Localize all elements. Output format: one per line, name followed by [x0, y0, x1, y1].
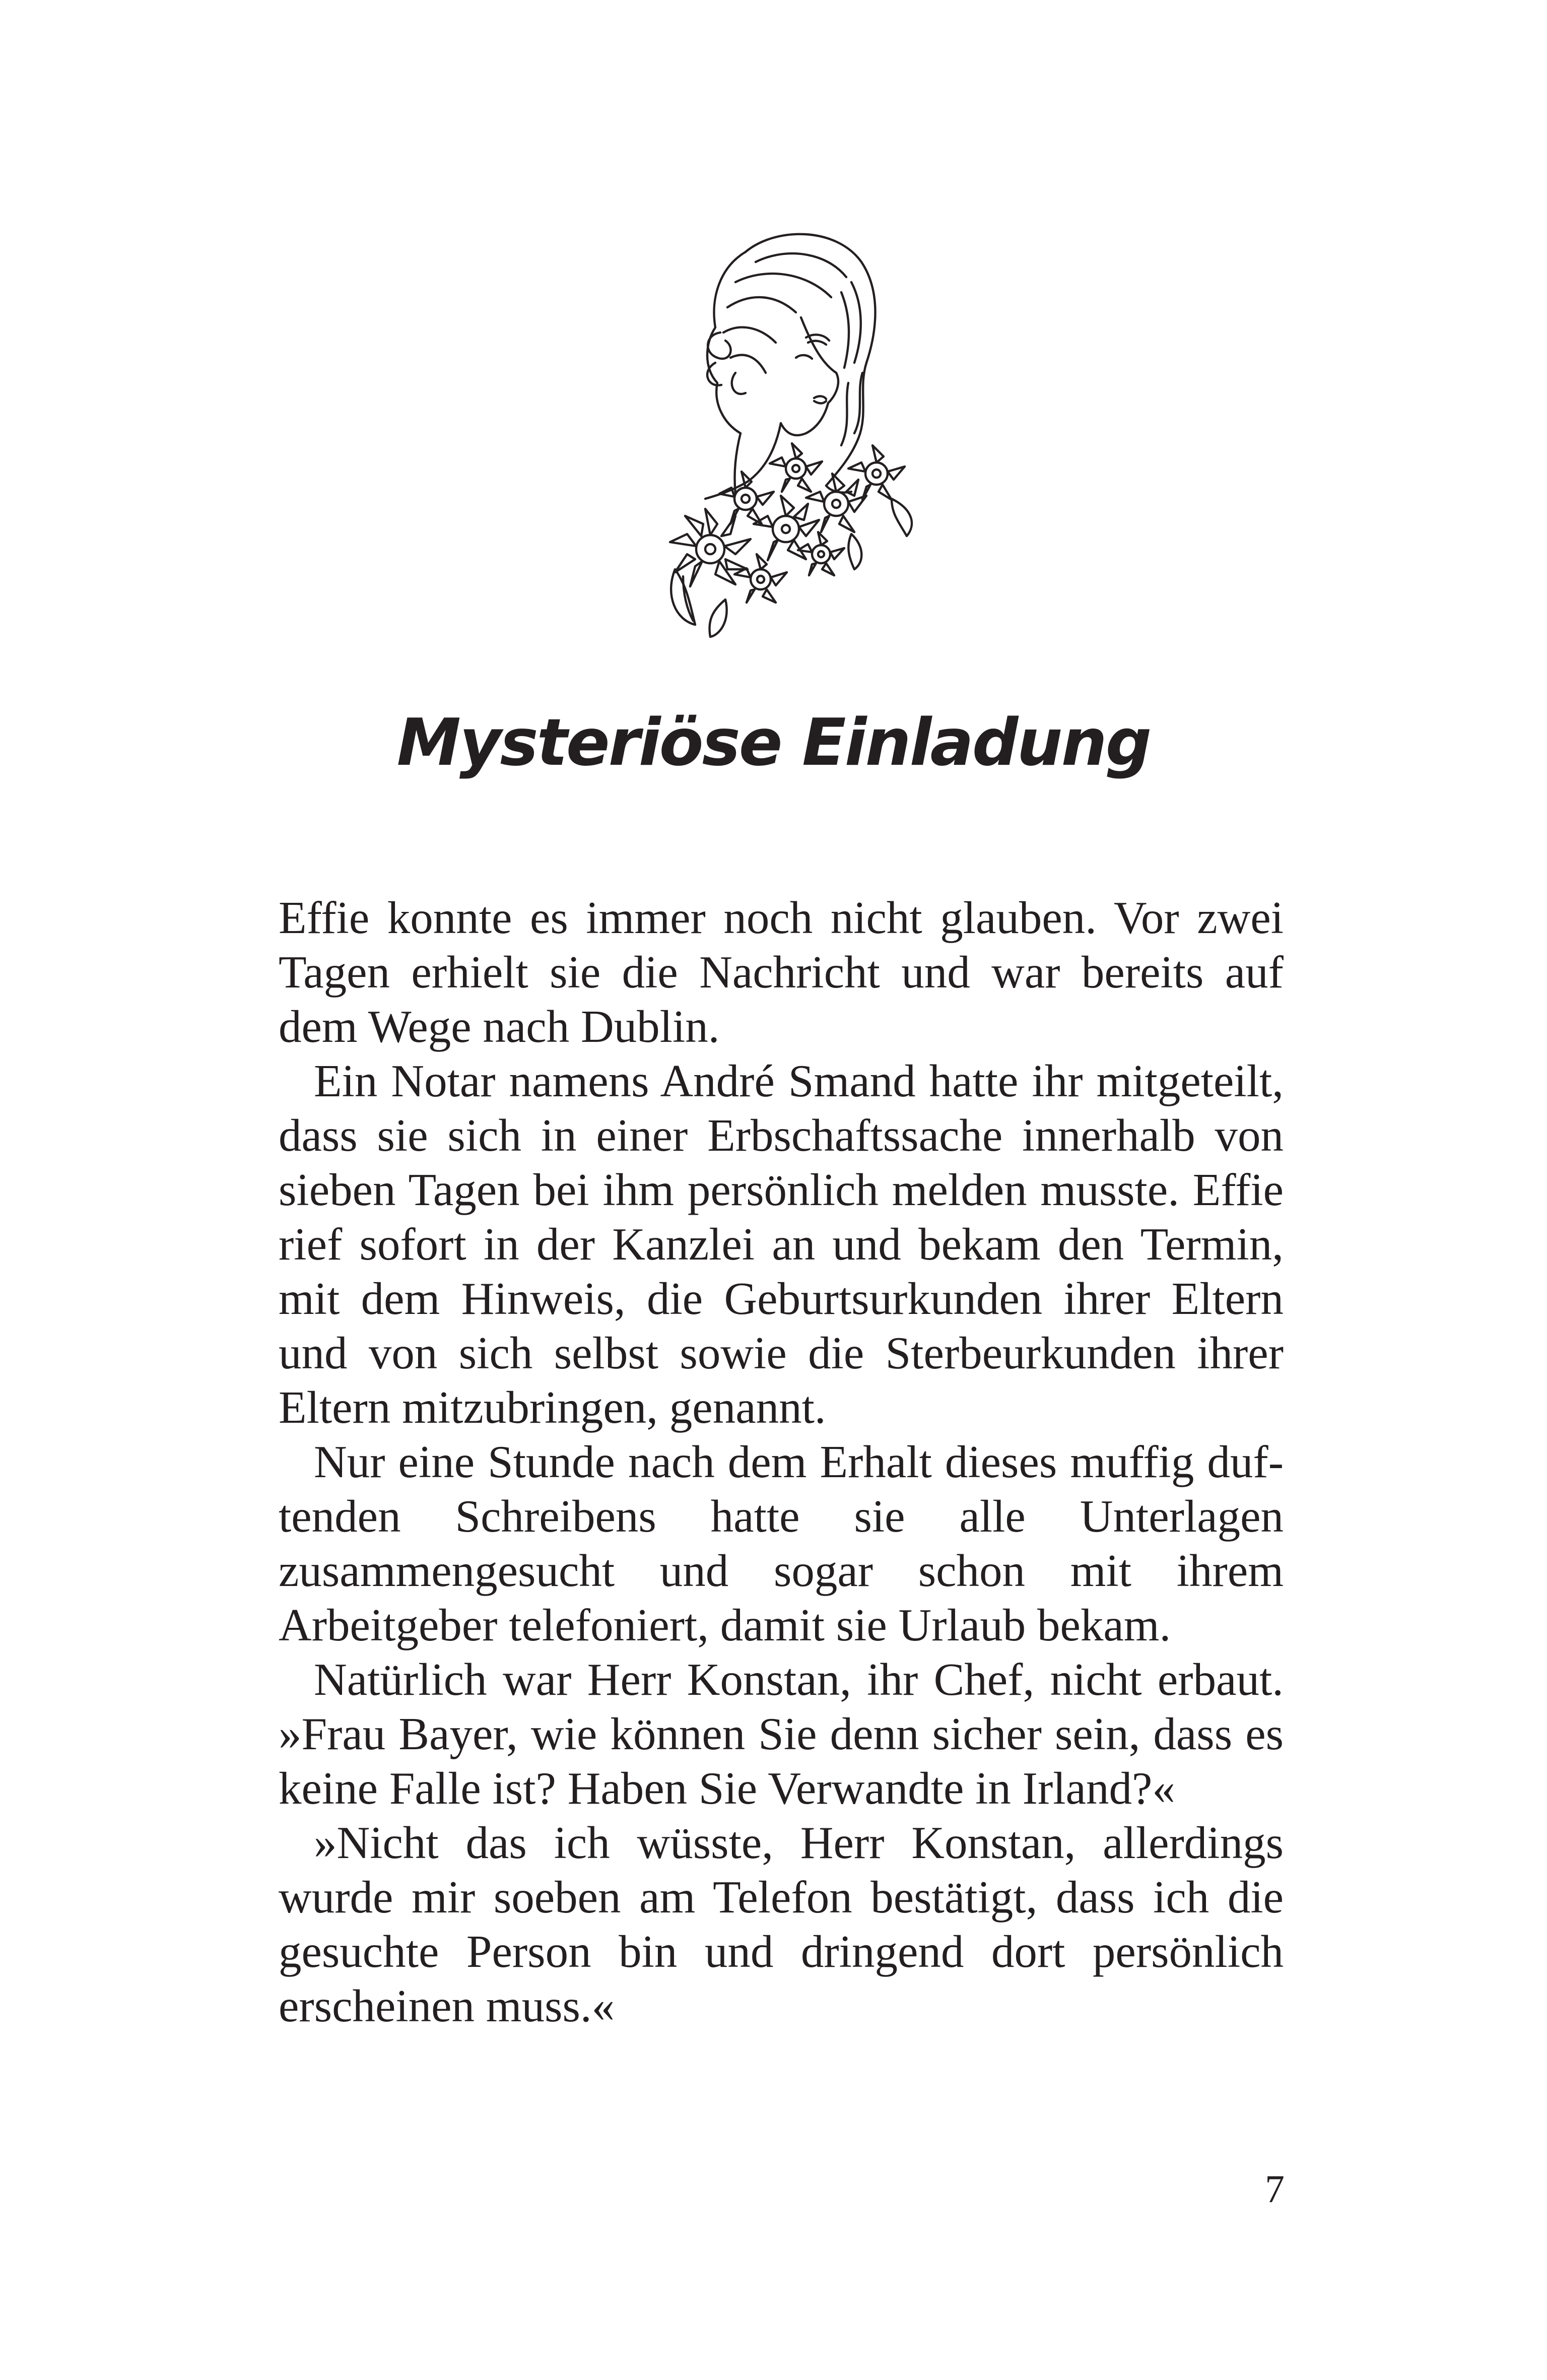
woman-with-flowers-illustration	[635, 222, 937, 645]
paragraph: »Nicht das ich wüsste, Herr Konstan, allerdings wurde mir soeben am Telefon bestätigt, dass ich die gesuchte Person bin und dringend dort persönlich erscheinen muss.«	[279, 1817, 1284, 2031]
paragraph: Nur eine Stunde nach dem Erhalt dieses muffig duftenden Schreibens hatte sie alle Unterlagen zusammengesucht und sogar schon mit ihrem Arbeitgeber telefoniert, damit sie Urlaub bekam.	[279, 1436, 1284, 1650]
chapter-body	[279, 891, 1284, 2033]
paragraph: Ein Notar namens André Smand hatte ihr mitgeteilt, dass sie sich in einer Erbschaftssache innerhalb von sieben Tagen bei ihm persönlich melden musste. Effie rief sofort in der Kanzlei an und bekam den Termin, mit dem Hinweis, die Geburtsurkunden ihrer Eltern und von sich selbst sowie die Sterbeurkunden ihrer Eltern mitzubringen, genannt.	[279, 1055, 1284, 1433]
page-number: 7	[1265, 2167, 1285, 2211]
paragraph: Effie konnte es immer noch nicht glauben. Vor zwei Tagen erhielt sie die Nachricht und war bereits auf dem Wege nach Dublin.	[279, 892, 1284, 1052]
chapter-title: Mysteriöse Einladung	[396, 705, 1151, 780]
paragraph: Natürlich war Herr Konstan, ihr Chef, nicht erbaut. »Frau Bayer, wie können Sie denn sicher sein, dass es keine Falle ist? Haben Sie Verwandte in Irland?«	[279, 1654, 1284, 1814]
